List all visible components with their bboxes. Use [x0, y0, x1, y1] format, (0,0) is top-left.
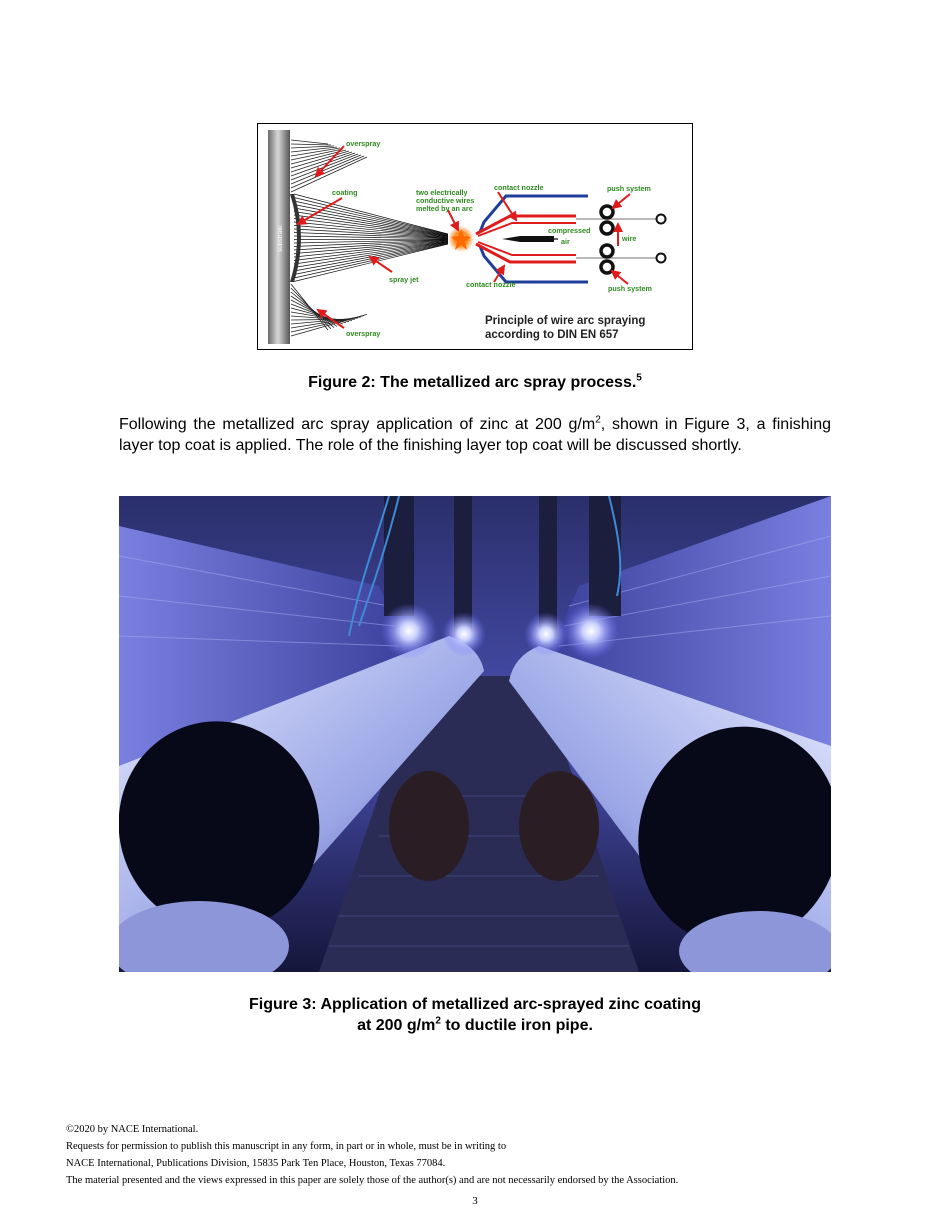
- label-wires-3: melted by an arc: [416, 204, 473, 213]
- coating-layer: [290, 194, 301, 282]
- diagram-title-line-2: according to DIN EN 657: [485, 329, 619, 341]
- paragraph-text-2: , shown in Figure 3, a finishing layer top coat is applied. The role of the finishing layer top coat will be discussed shortly.: [119, 416, 831, 454]
- label-overspray-bottom: overspray: [346, 329, 381, 338]
- figure-2-diagram: [257, 123, 693, 350]
- label-coating: coating: [332, 188, 358, 197]
- diagram-title-line-1: Principle of wire arc spraying: [485, 315, 646, 327]
- figure-3-caption-line-2-end: to ductile iron pipe.: [440, 1017, 593, 1034]
- label-wire: wire: [622, 234, 637, 243]
- label-push-system-top: push system: [607, 184, 651, 193]
- figure-2-caption: [0, 374, 950, 392]
- label-wires-1: two electrically: [416, 188, 468, 197]
- arc-glow-1: [381, 603, 437, 659]
- figure-2-caption-text: Figure 2: The metallized arc spray process.: [308, 374, 637, 391]
- label-air: air: [561, 237, 570, 246]
- figure-3-caption-superscript: 2: [435, 1015, 441, 1027]
- figure-2-reference: 5: [636, 372, 642, 384]
- body-paragraph: [119, 414, 831, 456]
- label-push-system-bottom: push system: [608, 284, 652, 293]
- paragraph-text-1: Following the metallized arc spray application of zinc at 200 g/m: [119, 416, 596, 433]
- arc-glow-3: [524, 612, 568, 656]
- label-compressed: compressed: [548, 226, 591, 235]
- label-wires-2: conductive wires: [416, 196, 475, 205]
- footer-permission-note: Requests for permission to publish this manuscript in any form, in part or in whole, must be in writing to: [66, 1141, 507, 1152]
- label-overspray-top: overspray: [346, 139, 381, 148]
- label-contact-nozzle-top: contact nozzle: [494, 183, 544, 192]
- figure-3-caption-line-1: Figure 3: Application of metallized arc-sprayed zinc coating: [249, 996, 701, 1013]
- figure-3-caption-line-2: [0, 1015, 950, 1036]
- footer-disclaimer: The material presented and the views expressed in this paper are solely those of the author(s) and are not necessarily endorsed by the Association.: [66, 1175, 679, 1186]
- substrate-label: substrate: [277, 225, 284, 252]
- figure-3-photo: [119, 496, 831, 972]
- arc-glow-4: [563, 603, 619, 659]
- paragraph-superscript: 2: [595, 414, 601, 426]
- footer: [66, 1121, 886, 1189]
- footer-address: NACE International, Publications Division, 15835 Park Ten Place, Houston, Texas 77084.: [66, 1158, 446, 1169]
- figure-3-caption: [0, 994, 950, 1036]
- label-spray-jet: spray jet: [389, 275, 419, 284]
- figure-3-caption-line-2-start: at 200 g/m: [357, 1017, 436, 1034]
- page-number: 3: [472, 1195, 478, 1207]
- label-contact-nozzle-bottom: contact nozzle: [466, 280, 516, 289]
- footer-copyright: ©2020 by NACE International.: [66, 1124, 199, 1135]
- arc-glow-2: [442, 612, 486, 656]
